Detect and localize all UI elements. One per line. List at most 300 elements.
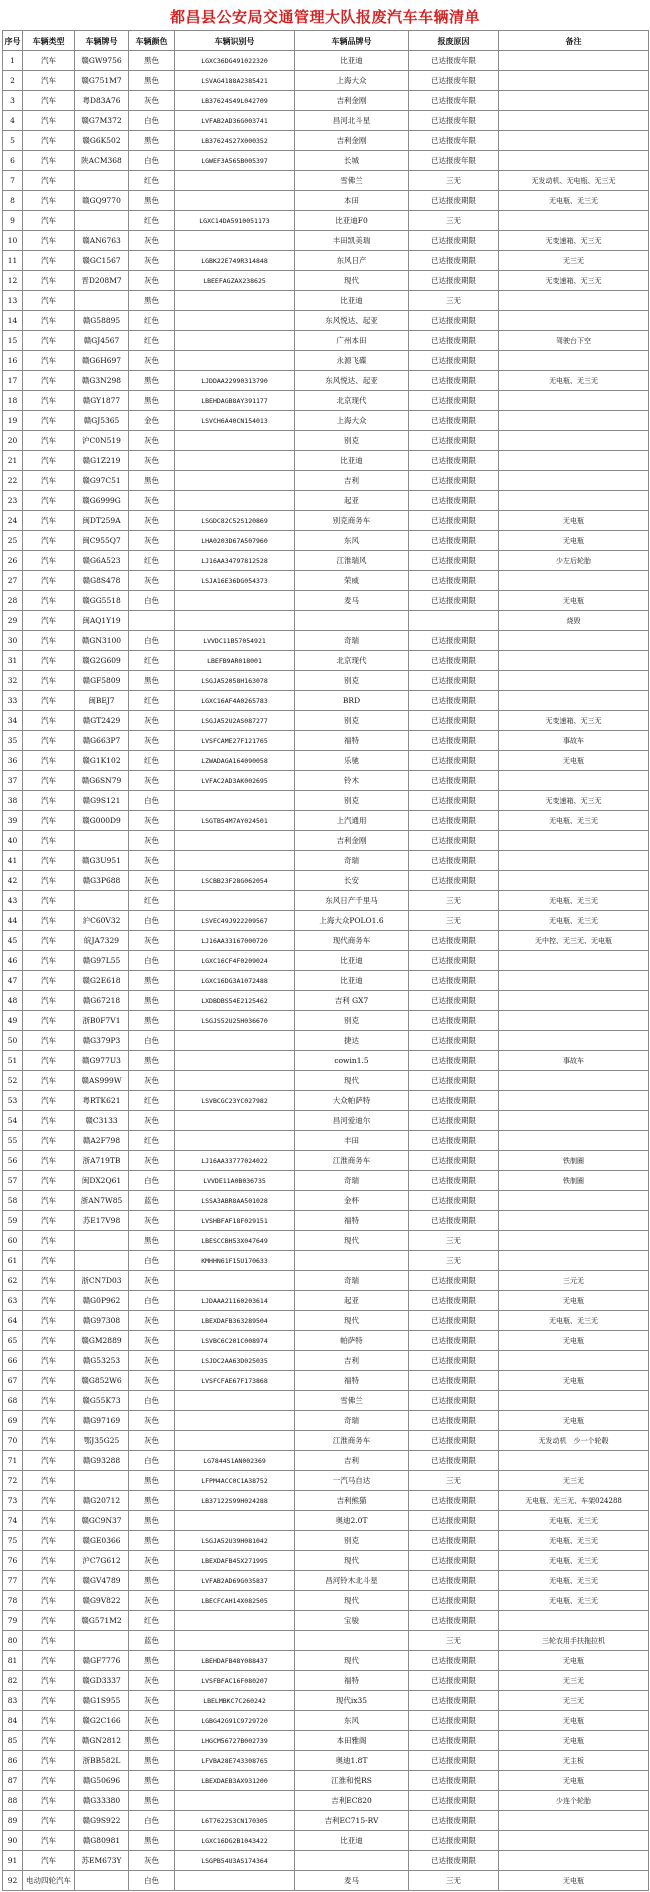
cell-reason: 已达报废期限 — [409, 1651, 499, 1671]
cell-type: 汽车 — [23, 531, 75, 551]
cell-type: 汽车 — [23, 251, 75, 271]
table-row — [3, 1211, 649, 1231]
cell-brand: 上海大众 — [295, 411, 409, 431]
cell-plate: 赣G751M7 — [75, 71, 129, 91]
cell-vin: LSSA3ABR8AA501028 — [175, 1191, 295, 1211]
table-row — [3, 1571, 649, 1591]
cell-no: 58 — [3, 1191, 23, 1211]
cell-no: 59 — [3, 1211, 23, 1231]
cell-vin: LVSFCAME27F121765 — [175, 731, 295, 751]
cell-reason: 已达报废期限 — [409, 931, 499, 951]
cell-brand: 永源飞碟 — [295, 351, 409, 371]
cell-plate: 粤D83A76 — [75, 91, 129, 111]
cell-color: 灰色 — [129, 831, 175, 851]
cell-reason: 已达报废期限 — [409, 1431, 499, 1451]
cell-note — [499, 671, 649, 691]
cell-vin: LBECFCAH14X082505 — [175, 1591, 295, 1611]
cell-type: 汽车 — [23, 691, 75, 711]
cell-brand: 吉利熊猫 — [295, 1491, 409, 1511]
cell-reason: 已达报废期限 — [409, 1851, 499, 1871]
cell-note: 铁制圈 — [499, 1171, 649, 1191]
table-row — [3, 111, 649, 131]
cell-type: 汽车 — [23, 831, 75, 851]
cell-reason: 已达报废期限 — [409, 1331, 499, 1351]
cell-brand: 吉利EC715-RV — [295, 1811, 409, 1831]
cell-note: 无电瓶、无三无 — [499, 1511, 649, 1531]
cell-reason: 已达报废期限 — [409, 951, 499, 971]
cell-vin: LHGCM56727B002739 — [175, 1731, 295, 1751]
cell-color: 灰色 — [129, 1711, 175, 1731]
cell-type: 汽车 — [23, 1251, 75, 1271]
table-row — [3, 1531, 649, 1551]
cell-reason: 已达报废期限 — [409, 831, 499, 851]
cell-note — [499, 831, 649, 851]
cell-plate: 赣GD3337 — [75, 1671, 129, 1691]
cell-type: 汽车 — [23, 51, 75, 71]
cell-type: 汽车 — [23, 391, 75, 411]
cell-reason: 已达报废期限 — [409, 591, 499, 611]
cell-no: 26 — [3, 551, 23, 571]
cell-note: 无电瓶 — [499, 1371, 649, 1391]
cell-type: 汽车 — [23, 1271, 75, 1291]
table-row — [3, 151, 649, 171]
cell-reason: 已达报废期限 — [409, 471, 499, 491]
cell-plate: 赣G9V822 — [75, 1591, 129, 1611]
cell-vin: LVFAB2AD69G035837 — [175, 1571, 295, 1591]
cell-plate — [75, 1631, 129, 1651]
table-row — [3, 611, 649, 631]
cell-no: 25 — [3, 531, 23, 551]
cell-vin: LSVCH6A40CN154013 — [175, 411, 295, 431]
cell-color: 灰色 — [129, 871, 175, 891]
cell-reason: 三无 — [409, 1251, 499, 1271]
cell-note — [499, 1111, 649, 1131]
cell-reason: 已达报废期限 — [409, 871, 499, 891]
cell-color: 灰色 — [129, 1311, 175, 1331]
cell-vin: LGBK22E749R314848 — [175, 251, 295, 271]
cell-note: 无电瓶、无三无 — [499, 911, 649, 931]
cell-reason: 已达报废期限 — [409, 1291, 499, 1311]
cell-reason: 已达报废期限 — [409, 431, 499, 451]
cell-plate: 赣G55K73 — [75, 1391, 129, 1411]
cell-plate: 苏E17V98 — [75, 1211, 129, 1231]
cell-color: 黑色 — [129, 1651, 175, 1671]
cell-type: 汽车 — [23, 91, 75, 111]
cell-type: 汽车 — [23, 1231, 75, 1251]
cell-color: 黑色 — [129, 1471, 175, 1491]
cell-no: 10 — [3, 231, 23, 251]
cell-note — [499, 131, 649, 151]
cell-plate: 赣AN6763 — [75, 231, 129, 251]
cell-no: 83 — [3, 1691, 23, 1711]
cell-type: 汽车 — [23, 1191, 75, 1211]
table-row — [3, 371, 649, 391]
cell-vin: LBEEFAGZAX238625 — [175, 271, 295, 291]
cell-brand: 吉利金刚 — [295, 131, 409, 151]
cell-color: 黑色 — [129, 51, 175, 71]
cell-note — [499, 1811, 649, 1831]
cell-vin: LGXC14DA5910051173 — [175, 211, 295, 231]
cell-color: 灰色 — [129, 731, 175, 751]
cell-no: 75 — [3, 1531, 23, 1551]
cell-brand: 麦马 — [295, 1871, 409, 1891]
cell-reason: 已达报废期限 — [409, 1551, 499, 1571]
cell-reason: 已达报废年限 — [409, 131, 499, 151]
cell-color: 灰色 — [129, 711, 175, 731]
cell-brand: 铃木 — [295, 771, 409, 791]
column-header-brand: 车辆品牌号 — [295, 31, 409, 51]
cell-note — [499, 91, 649, 111]
cell-note: 无三无 — [499, 251, 649, 271]
cell-brand: 现代 — [295, 1311, 409, 1331]
table-row — [3, 751, 649, 771]
table-row — [3, 951, 649, 971]
cell-no: 32 — [3, 671, 23, 691]
cell-plate: 赣GJ4567 — [75, 331, 129, 351]
cell-no: 16 — [3, 351, 23, 371]
cell-note — [499, 351, 649, 371]
cell-vin: LB37624S27X000352 — [175, 131, 295, 151]
cell-no: 57 — [3, 1171, 23, 1191]
cell-plate: 赣G97308 — [75, 1311, 129, 1331]
page-title: 都昌县公安局交通管理大队报废汽车车辆清单 — [169, 8, 480, 26]
cell-reason: 已达报废期限 — [409, 1831, 499, 1851]
cell-vin: LSGPB54U3AS174364 — [175, 1851, 295, 1871]
cell-note — [499, 851, 649, 871]
cell-plate: 赣G20712 — [75, 1491, 129, 1511]
table-row — [3, 1131, 649, 1151]
cell-reason: 已达报废期限 — [409, 1351, 499, 1371]
cell-color: 白色 — [129, 1871, 175, 1891]
cell-note — [499, 1831, 649, 1851]
cell-vin — [175, 1511, 295, 1531]
cell-reason: 已达报废期限 — [409, 511, 499, 531]
cell-no: 27 — [3, 571, 23, 591]
cell-no: 9 — [3, 211, 23, 231]
cell-vin — [175, 1051, 295, 1071]
table-row — [3, 591, 649, 611]
cell-no: 6 — [3, 151, 23, 171]
cell-plate: 赣GT2429 — [75, 711, 129, 731]
cell-no: 40 — [3, 831, 23, 851]
table-row — [3, 1011, 649, 1031]
cell-no: 79 — [3, 1611, 23, 1631]
cell-plate: 赣G000D9 — [75, 811, 129, 831]
table-row — [3, 1811, 649, 1831]
table-row — [3, 891, 649, 911]
column-header-reason: 报废原因 — [409, 31, 499, 51]
table-row — [3, 471, 649, 491]
cell-color: 红色 — [129, 891, 175, 911]
cell-note — [499, 391, 649, 411]
cell-vin — [175, 591, 295, 611]
cell-no: 92 — [3, 1871, 23, 1891]
table-row — [3, 391, 649, 411]
cell-reason: 已达报废期限 — [409, 1371, 499, 1391]
cell-reason: 已达报废期限 — [409, 1691, 499, 1711]
cell-no: 81 — [3, 1651, 23, 1671]
cell-brand: 别克 — [295, 791, 409, 811]
cell-plate: 赣C3133 — [75, 1111, 129, 1131]
table-row — [3, 1611, 649, 1631]
cell-note: 无电瓶 — [499, 1871, 649, 1891]
cell-note — [499, 631, 649, 651]
cell-note: 无电瓶 — [499, 1411, 649, 1431]
cell-no: 55 — [3, 1131, 23, 1151]
cell-plate — [75, 291, 129, 311]
cell-vin: LSGDC82C52S120869 — [175, 511, 295, 531]
cell-vin — [175, 171, 295, 191]
cell-brand: 奇瑞 — [295, 1171, 409, 1191]
cell-color: 红色 — [129, 651, 175, 671]
cell-plate: 赣G6SN79 — [75, 771, 129, 791]
cell-brand: 福特 — [295, 1671, 409, 1691]
cell-color: 黑色 — [129, 291, 175, 311]
cell-vin: LBEHDAGB8AY391177 — [175, 391, 295, 411]
table-row — [3, 1151, 649, 1171]
cell-vin: LBEFB9AR018001 — [175, 651, 295, 671]
cell-type: 汽车 — [23, 1831, 75, 1851]
cell-reason: 已达报废期限 — [409, 491, 499, 511]
cell-vin — [175, 451, 295, 471]
cell-vin: LG7844S1AN002369 — [175, 1451, 295, 1471]
cell-no: 89 — [3, 1811, 23, 1831]
cell-reason: 已达报废期限 — [409, 1311, 499, 1331]
cell-brand: 长城 — [295, 151, 409, 171]
table-row — [3, 411, 649, 431]
cell-plate: 赣GJ5365 — [75, 411, 129, 431]
cell-brand: 吉利 — [295, 1351, 409, 1371]
table-row — [3, 71, 649, 91]
cell-vin: LBEXDAFB363289504 — [175, 1311, 295, 1331]
cell-vin: LSJDC2AA63D025035 — [175, 1351, 295, 1371]
cell-no: 47 — [3, 971, 23, 991]
cell-brand: 金杯 — [295, 1191, 409, 1211]
cell-plate: 赣G2E618 — [75, 971, 129, 991]
cell-no: 78 — [3, 1591, 23, 1611]
cell-vin — [175, 1871, 295, 1891]
cell-no: 91 — [3, 1851, 23, 1871]
table-row — [3, 491, 649, 511]
cell-type: 汽车 — [23, 1691, 75, 1711]
cell-type: 汽车 — [23, 751, 75, 771]
cell-brand: 福特 — [295, 731, 409, 751]
cell-no: 70 — [3, 1431, 23, 1451]
vehicle-table — [2, 30, 649, 1891]
cell-type: 汽车 — [23, 171, 75, 191]
cell-plate: 沪C0N519 — [75, 431, 129, 451]
table-row — [3, 1471, 649, 1491]
cell-brand: 吉利金刚 — [295, 831, 409, 851]
cell-no: 62 — [3, 1271, 23, 1291]
table-row — [3, 1231, 649, 1251]
cell-type: 汽车 — [23, 1011, 75, 1031]
cell-plate: 浙AN7W85 — [75, 1191, 129, 1211]
cell-type: 汽车 — [23, 1851, 75, 1871]
cell-note: 烧毁 — [499, 611, 649, 631]
cell-reason: 已达报废年限 — [409, 111, 499, 131]
table-row — [3, 1551, 649, 1571]
cell-type: 汽车 — [23, 551, 75, 571]
cell-plate: 赣G9S121 — [75, 791, 129, 811]
cell-brand: 乐驰 — [295, 751, 409, 771]
cell-brand: 一汽马自达 — [295, 1471, 409, 1491]
cell-vin — [175, 851, 295, 871]
table-row — [3, 431, 649, 451]
cell-plate: 赣GC1567 — [75, 251, 129, 271]
cell-type: 汽车 — [23, 1631, 75, 1651]
cell-no: 17 — [3, 371, 23, 391]
cell-vin: LXDBDBS54E2125462 — [175, 991, 295, 1011]
cell-brand: 江淮瑞风 — [295, 551, 409, 571]
cell-reason: 已达报废期限 — [409, 1791, 499, 1811]
cell-type: 汽车 — [23, 1351, 75, 1371]
cell-vin: LJ16AA33777024022 — [175, 1151, 295, 1171]
cell-note — [499, 51, 649, 71]
table-row — [3, 1331, 649, 1351]
cell-brand: 宝骏 — [295, 1611, 409, 1631]
cell-note — [499, 1211, 649, 1231]
cell-no: 85 — [3, 1731, 23, 1751]
cell-note — [499, 111, 649, 131]
cell-note: 无电瓶 — [499, 531, 649, 551]
cell-vin — [175, 611, 295, 631]
cell-brand: 比亚迪F0 — [295, 211, 409, 231]
table-row — [3, 1311, 649, 1331]
table-row — [3, 811, 649, 831]
cell-no: 38 — [3, 791, 23, 811]
cell-type: 汽车 — [23, 651, 75, 671]
cell-brand: 昌河北斗星 — [295, 111, 409, 131]
cell-plate: 赣GC9N37 — [75, 1511, 129, 1531]
cell-vin: LFVBA28E743308765 — [175, 1751, 295, 1771]
cell-color: 灰色 — [129, 271, 175, 291]
cell-type: 汽车 — [23, 1791, 75, 1811]
table-row — [3, 911, 649, 931]
cell-brand: 吉利 GX7 — [295, 991, 409, 1011]
cell-note — [499, 411, 649, 431]
cell-plate: 浙B0F7V1 — [75, 1011, 129, 1031]
cell-brand — [295, 1251, 409, 1271]
cell-brand: 现代 — [295, 1651, 409, 1671]
cell-brand: 北京现代 — [295, 651, 409, 671]
cell-reason: 已达报废期限 — [409, 1531, 499, 1551]
cell-note — [499, 1251, 649, 1271]
cell-note: 无电瓶、无三无、车架024288 — [499, 1491, 649, 1511]
cell-note — [499, 871, 649, 891]
cell-color: 白色 — [129, 791, 175, 811]
cell-brand: 吉利 — [295, 1451, 409, 1471]
cell-no: 39 — [3, 811, 23, 831]
table-row — [3, 1731, 649, 1751]
cell-no: 86 — [3, 1751, 23, 1771]
cell-color: 蓝色 — [129, 1631, 175, 1651]
cell-brand: 本田雅阁 — [295, 1731, 409, 1751]
cell-no: 46 — [3, 951, 23, 971]
cell-reason: 已达报废年限 — [409, 151, 499, 171]
cell-reason: 已达报废期限 — [409, 1571, 499, 1591]
cell-brand: 比亚迪 — [295, 51, 409, 71]
cell-vin: LGXC16DG3A1072488 — [175, 971, 295, 991]
cell-vin — [175, 891, 295, 911]
cell-color: 白色 — [129, 1451, 175, 1471]
cell-color: 灰色 — [129, 1151, 175, 1171]
cell-note — [499, 491, 649, 511]
table-row — [3, 451, 649, 471]
cell-no: 61 — [3, 1251, 23, 1271]
cell-brand: 帕萨特 — [295, 1331, 409, 1351]
cell-plate: 赣GV4789 — [75, 1571, 129, 1591]
cell-brand: 比亚迪 — [295, 971, 409, 991]
table-row — [3, 191, 649, 211]
cell-no: 67 — [3, 1371, 23, 1391]
cell-no: 23 — [3, 491, 23, 511]
cell-note: 无电瓶 — [499, 511, 649, 531]
cell-plate — [75, 831, 129, 851]
cell-no: 41 — [3, 851, 23, 871]
cell-no: 29 — [3, 611, 23, 631]
cell-note: 无电瓶、无三无 — [499, 1531, 649, 1551]
cell-plate: 赣G1S955 — [75, 1691, 129, 1711]
column-header-note: 备注 — [499, 31, 649, 51]
cell-brand: 吉利EC820 — [295, 1791, 409, 1811]
cell-plate: 赣GG5518 — [75, 591, 129, 611]
cell-type: 汽车 — [23, 911, 75, 931]
cell-type: 汽车 — [23, 1131, 75, 1151]
cell-color: 黑色 — [129, 1051, 175, 1071]
cell-brand: 奇瑞 — [295, 851, 409, 871]
cell-color: 灰色 — [129, 571, 175, 591]
cell-brand — [295, 1631, 409, 1651]
cell-reason: 已达报废期限 — [409, 1391, 499, 1411]
cell-note — [499, 1091, 649, 1111]
cell-type: 汽车 — [23, 471, 75, 491]
cell-no: 68 — [3, 1391, 23, 1411]
cell-vin — [175, 1131, 295, 1151]
cell-color: 灰色 — [129, 1671, 175, 1691]
cell-brand: 上海大众POLO1.6 — [295, 911, 409, 931]
cell-plate: 赣G3P688 — [75, 871, 129, 891]
cell-reason: 已达报废期限 — [409, 1111, 499, 1131]
cell-color — [129, 611, 175, 631]
cell-plate: 赣G33380 — [75, 1791, 129, 1811]
cell-color: 黑色 — [129, 991, 175, 1011]
cell-note — [499, 471, 649, 491]
cell-color: 灰色 — [129, 1331, 175, 1351]
table-row — [3, 131, 649, 151]
cell-note — [499, 571, 649, 591]
cell-color: 灰色 — [129, 451, 175, 471]
cell-plate: 赣GE0366 — [75, 1531, 129, 1551]
cell-no: 5 — [3, 131, 23, 151]
cell-reason: 三无 — [409, 171, 499, 191]
cell-vin — [175, 491, 295, 511]
cell-color: 黑色 — [129, 71, 175, 91]
cell-plate: 浙CN7D03 — [75, 1271, 129, 1291]
table-row — [3, 1851, 649, 1871]
cell-type: 汽车 — [23, 571, 75, 591]
cell-type: 汽车 — [23, 791, 75, 811]
cell-color: 灰色 — [129, 1551, 175, 1571]
cell-no: 12 — [3, 271, 23, 291]
cell-color: 金色 — [129, 411, 175, 431]
cell-vin: LVFAB2AD36G003741 — [175, 111, 295, 131]
cell-no: 4 — [3, 111, 23, 131]
cell-type: 汽车 — [23, 451, 75, 471]
cell-plate: 赣GY1877 — [75, 391, 129, 411]
cell-brand: 大众帕萨特 — [295, 1091, 409, 1111]
cell-vin — [175, 231, 295, 251]
